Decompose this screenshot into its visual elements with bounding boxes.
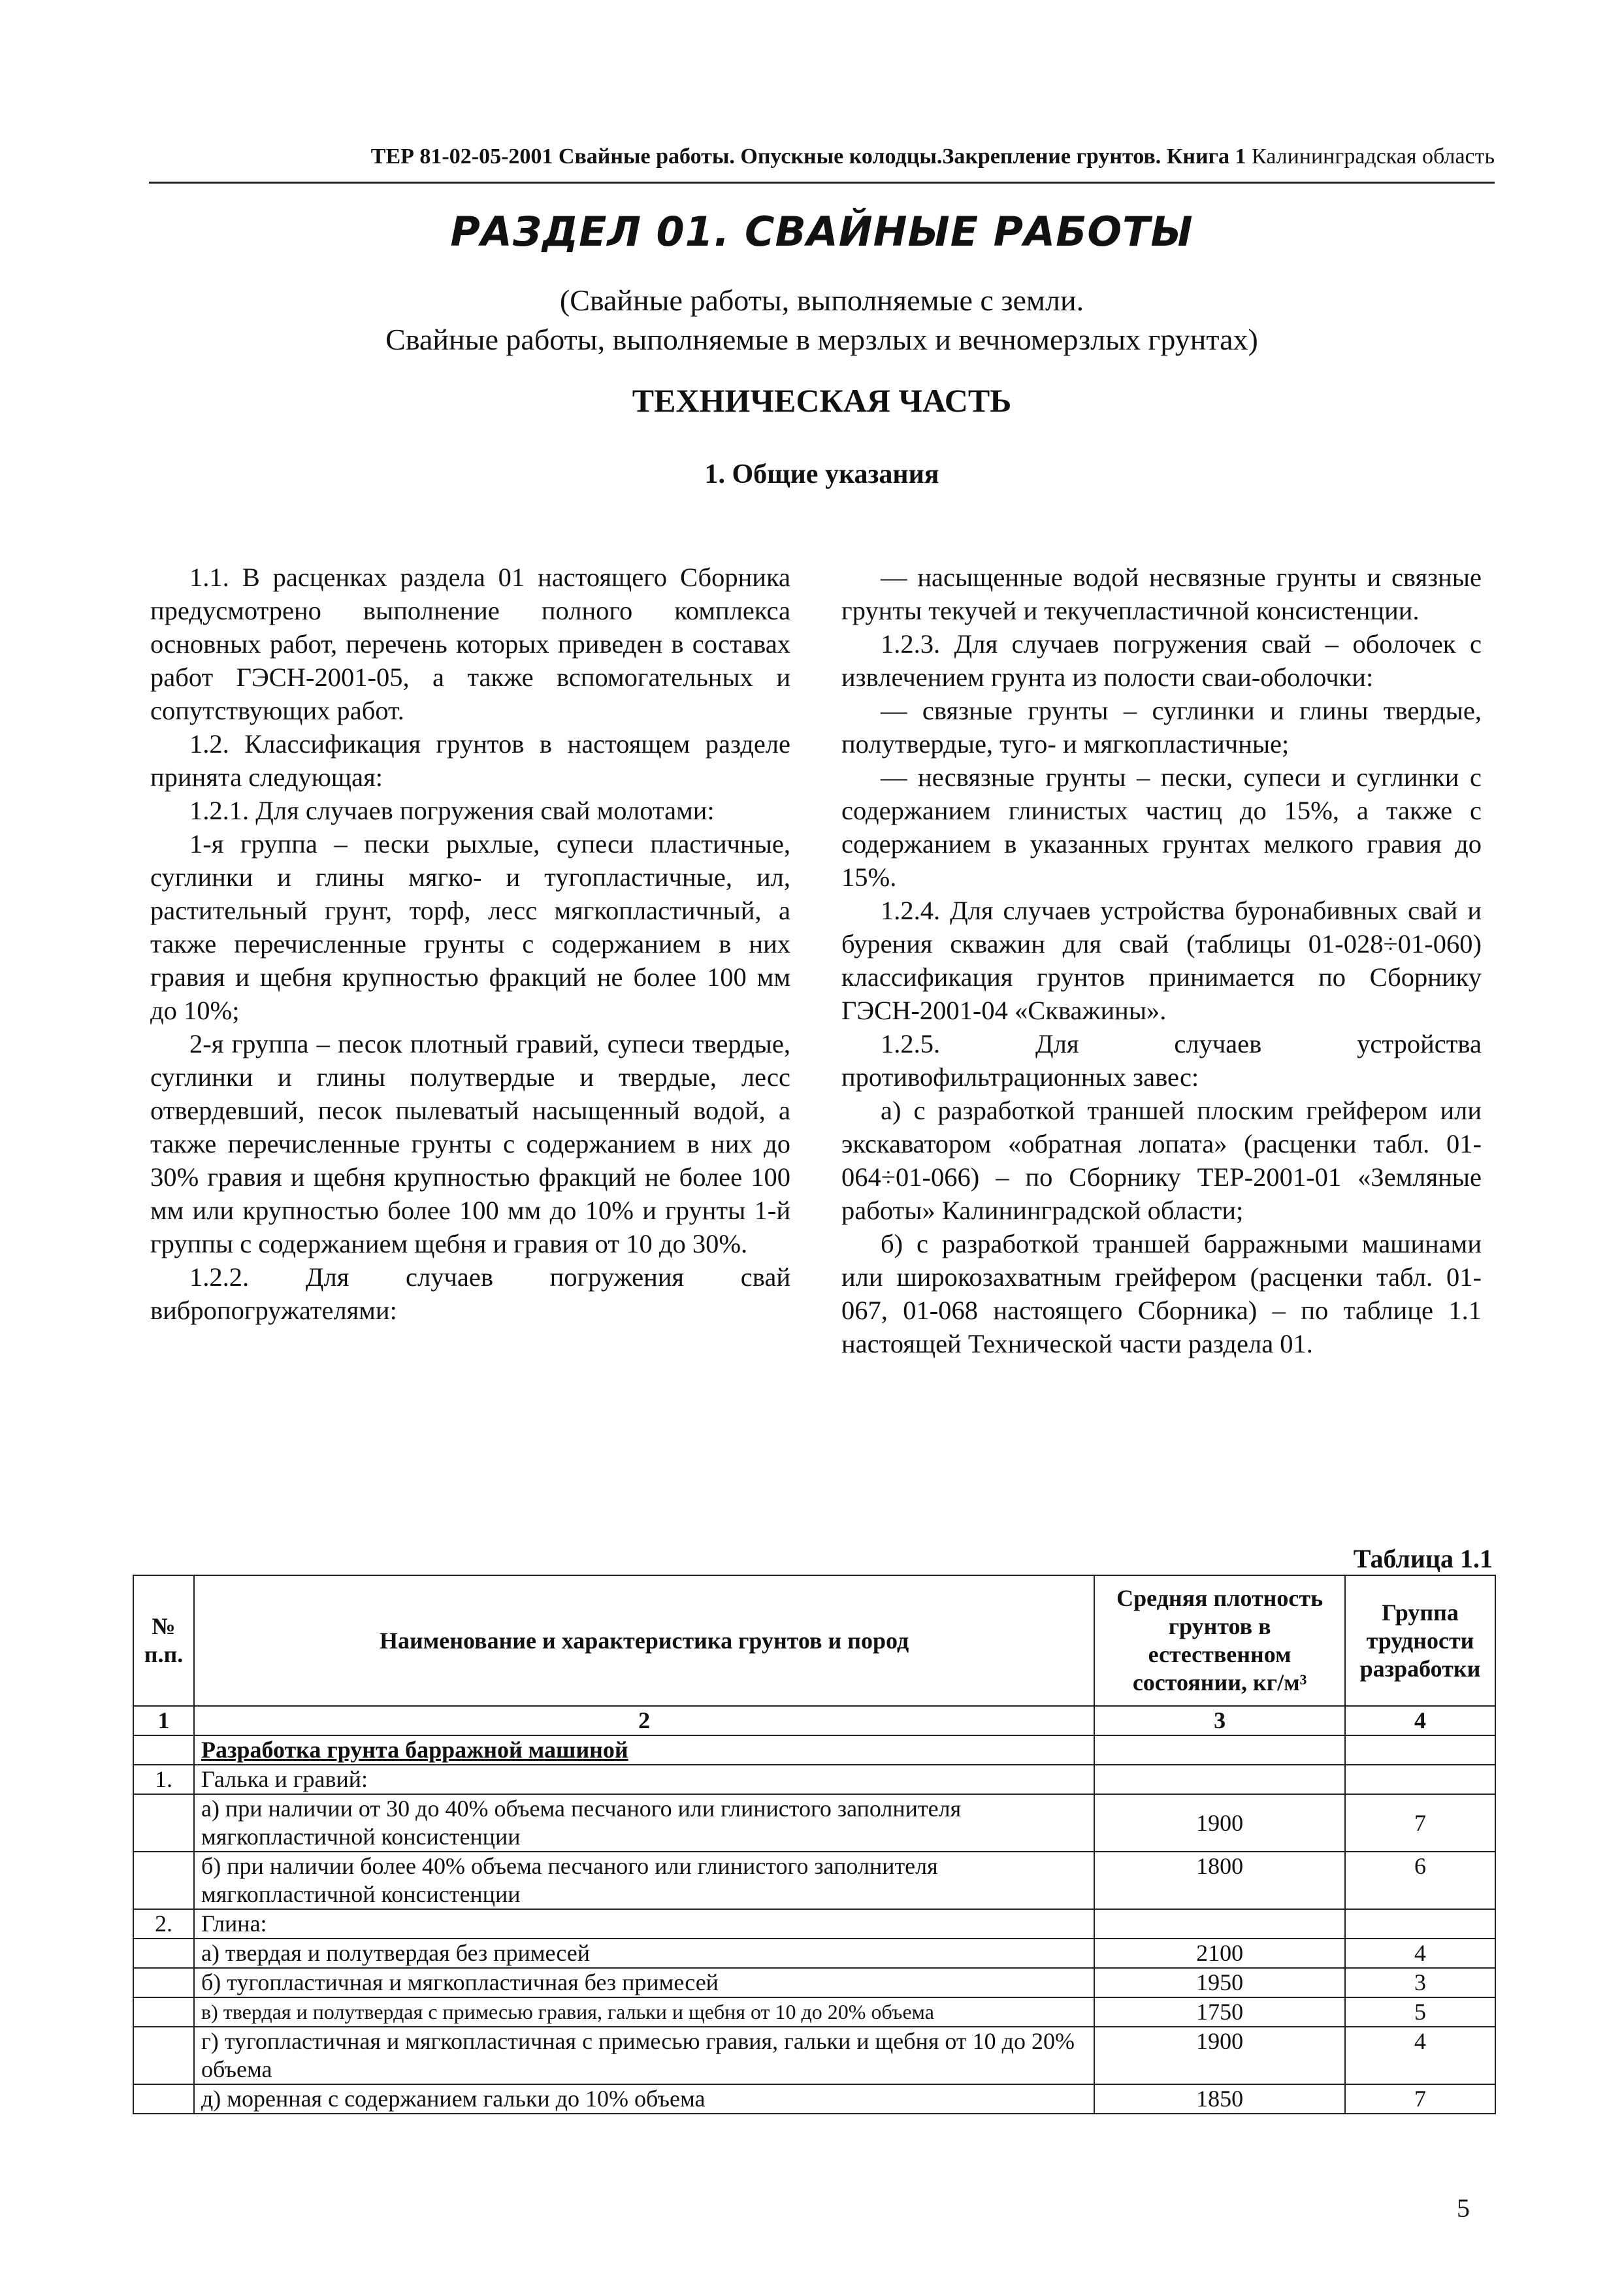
soil-classification-table	[133, 1575, 1496, 2114]
paragraph: б) с разработкой траншей барражными машинами или широкозахватным грейфером (расценки табл. 01-067, 01-068 настоящего Сборника) – по таблице 1.1 настоящей Технической части раздела 01.	[841, 1229, 1482, 1358]
table-row: д) моренная с содержанием гальки до 10% объема 1850 7	[133, 2084, 1495, 2114]
paragraph: 1.2.1. Для случаев погружения свай молотами:	[189, 796, 715, 825]
page-number: 5	[1457, 2193, 1470, 2223]
subtitle-line-1: (Свайные работы, выполняемые с земли.	[559, 284, 1084, 317]
table-row: а) твердая и полутвердая без примесей 2100 4	[133, 1939, 1495, 1968]
table-row: в) твердая и полутвердая с примесью гравия, гальки и щебня от 10 до 20% объема 1750 5	[133, 1997, 1495, 2027]
column-number: 3	[1094, 1706, 1345, 1735]
paragraph: 1.2.2. Для случаев погружения свай вибропогружателями:	[150, 1262, 790, 1325]
paragraph: 1.2.5. Для случаев устройства противофильтрационных завес:	[841, 1029, 1482, 1092]
table-row: 1. Галька и гравий:	[133, 1765, 1495, 1794]
paragraph: 1.2.4. Для случаев устройства буронабивных свай и бурения скважин для свай (таблицы 01-028÷01-060) классификация грунтов принимается по Сборнику ГЭСН-2001-04 «Скважины».	[841, 896, 1482, 1025]
group-row	[133, 1735, 1495, 1765]
paragraph: 1.2.3. Для случаев погружения свай – оболочек с извлечением грунта из полости сваи-оболочки:	[841, 629, 1482, 692]
table-caption: Таблица 1.1	[1353, 1544, 1493, 1573]
table-row: а) при наличии от 30 до 40% объема песчаного или глинистого заполнителя мягкопластичной консистенции 1900 7	[133, 1794, 1495, 1852]
column-number: 1	[133, 1706, 194, 1735]
table-row: г) тугопластичная и мягкопластичная с примесью гравия, гальки и щебня от 10 до 20% объема 1900 4	[133, 2027, 1495, 2084]
paragraph: — насыщенные водой несвязные грунты и связные грунты текучей и текучепластичной консистенции.	[841, 563, 1482, 625]
left-column	[150, 561, 790, 1327]
table-row: 2. Глина:	[133, 1909, 1495, 1939]
header-region: Калининградская область	[1252, 144, 1495, 169]
header-cell: № п.п.	[133, 1575, 194, 1706]
paragraph: 2-я группа – песок плотный гравий, супеси твердые, суглинки и глины полутвердые и твердые, лесс отвердевший, песок пылеватый насыщенный водой, а также перечисленные грунты с содержанием в них до 30% гравия и щебня крупностью фракций не более 100 мм или крупностью более 100 мм до 10% и грунты 1-й группы с содержанием щебня и гравия от 10 до 30%.	[150, 1029, 790, 1258]
general-instructions-heading: 1. Общие указания	[704, 459, 939, 489]
column-number: 4	[1345, 1706, 1495, 1735]
right-column	[841, 561, 1482, 1360]
column-number: 2	[194, 1706, 1094, 1735]
paragraph: — несвязные грунты – пески, супеси и суглинки с содержанием глинистых частиц до 15%, а также с содержанием в указанных грунтах мелкого гравия до 15%.	[841, 762, 1482, 892]
paragraph: 1.1. В расценках раздела 01 настоящего Сборника предусмотрено выполнение полного комплекса основных работ, перечень которых приведен в составах работ ГЭСН-2001-05, а также вспомогательных и сопутствующих работ.	[150, 563, 790, 725]
subtitle-line-2: Свайные работы, выполняемые в мерзлых и вечномерзлых грунтах)	[385, 323, 1258, 356]
running-header	[149, 142, 1495, 184]
paragraph: 1.2. Классификация грунтов в настоящем разделе принята следующая:	[150, 729, 790, 792]
paragraph: 1-я группа – пески рыхлые, супеси пластичные, суглинки и глины мягко- и тугопластичные, ил, растительный грунт, торф, лесс мягкопластичный, а также перечисленные грунты с содержанием в них гравия и щебня крупностью фракций не более 100 мм до 10%;	[150, 829, 790, 1025]
paragraph: а) с разработкой траншей плоским грейфером или экскаватором «обратная лопата» (расценки табл. 01-064÷01-066) – по Сборнику ТЕР-2001-01 «Земляные работы» Калининградской области;	[841, 1096, 1482, 1225]
header-cell: Группа трудности разработки	[1345, 1575, 1495, 1706]
header-cell: Средняя плотность грунтов в естественном состоянии, кг/м³	[1094, 1575, 1345, 1706]
group-title: Разработка грунта барражной машиной	[194, 1735, 1094, 1765]
section-title: РАЗДЕЛ 01. СВАЙНЫЕ РАБОТЫ	[450, 208, 1194, 255]
header-title: ТЕР 81-02-05-2001 Свайные работы. Опускные колодцы.Закрепление грунтов. Книга 1	[370, 144, 1246, 169]
table-row: б) при наличии более 40% объема песчаного или глинистого заполнителя мягкопластичной консистенции 1800 6	[133, 1852, 1495, 1909]
table-row: б) тугопластичная и мягкопластичная без примесей 1950 3	[133, 1968, 1495, 1997]
header-cell: Наименование и характеристика грунтов и пород	[194, 1575, 1094, 1706]
technical-part-heading: ТЕХНИЧЕСКАЯ ЧАСТЬ	[632, 382, 1012, 419]
paragraph: — связные грунты – суглинки и глины твердые, полутвердые, туго- и мягкопластичные;	[841, 696, 1482, 759]
